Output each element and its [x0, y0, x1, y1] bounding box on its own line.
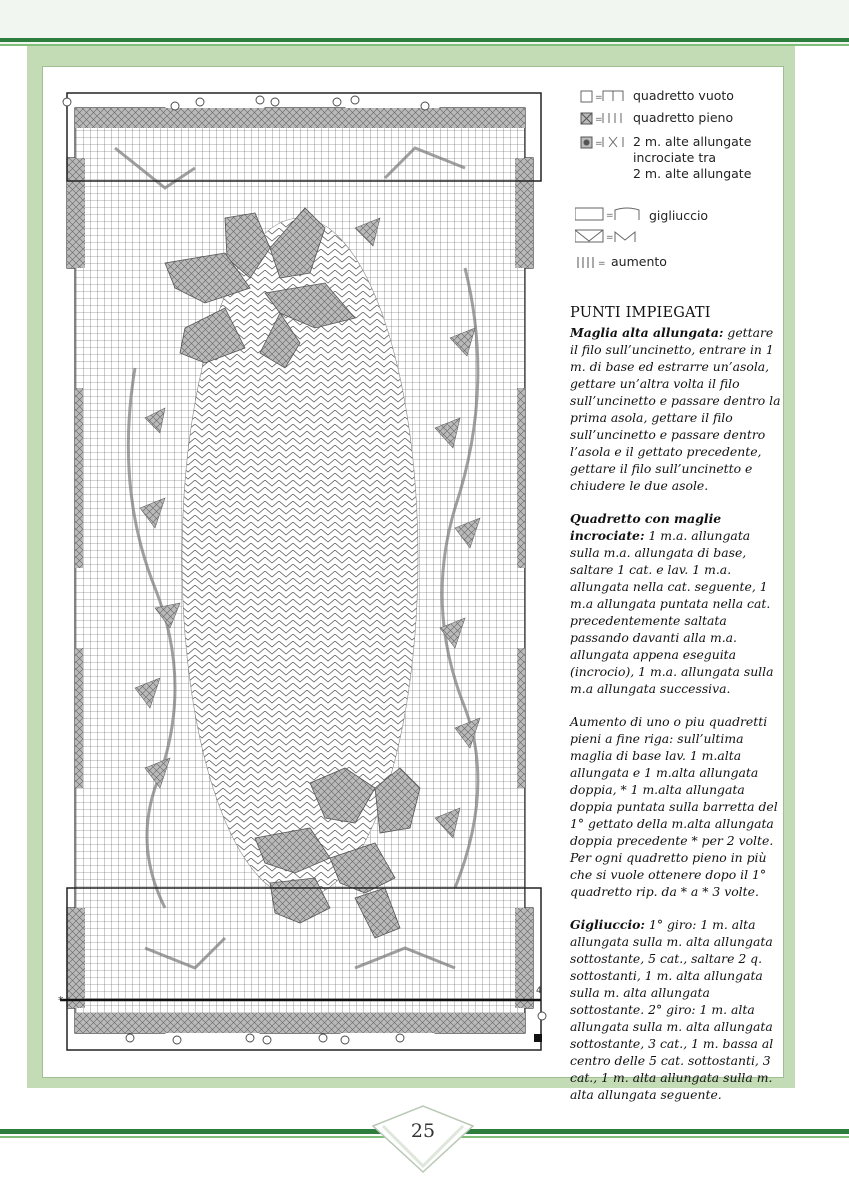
gigliuccio-v-symbol-icon	[575, 228, 655, 246]
paragraph-title: Quadretto con maglie incrociate:	[570, 511, 722, 543]
legend-label-increase: aumento	[611, 254, 667, 269]
paragraph-title: Maglia alta allungata:	[570, 325, 724, 340]
svg-text:=: =	[595, 93, 603, 103]
paragraph-body: 1° giro: 1 m. alta allungata sulla m. alta allungata sottostante, 5 cat., saltare 2 q. sottostanti, 1 m. alta allungata sulla m. alta allungata sottostante. 2° giro: 1 m. alta allungata sulla m. alta allungata sottostante, 3 cat., 1 m. bassa al centro delle 5 cat. sottostanti, 3 cat., 1 m. alta allungata sulla m. alta allungata seguente.	[570, 917, 774, 1102]
svg-text:=: =	[606, 211, 614, 221]
paragraph-quadretto	[570, 510, 782, 697]
svg-text:=: =	[598, 259, 606, 269]
paragraph-aumento	[570, 713, 782, 900]
legend-label-gigliuccio: gigliuccio	[649, 208, 709, 223]
legend-label-crossed-3: 2 m. alte allungate	[633, 166, 752, 181]
legend-label-empty: quadretto vuoto	[633, 88, 734, 103]
svg-text:=: =	[595, 139, 603, 149]
svg-text:=: =	[595, 115, 603, 125]
legend	[575, 86, 795, 276]
empty-square-symbol-icon	[575, 88, 630, 106]
paragraph-body: gettare il filo sull’uncinetto, entrare in 1 m. di base ed estrarre un’asola, gettare un’altra volta il filo sull’uncinetto e passare dentro la prima asola, gettare il filo sull’uncinetto e passare dentro l’asola e il gettato precedente, gettare il filo sull’uncinetto e chiudere le due asole.	[570, 325, 781, 493]
paragraph-body: Aumento di uno o piu quadretti pieni a fine riga: sull’ultima maglia di base lav. 1 m.alta allungata e 1 m.alta allungata doppia, * 1 m.alta allungata doppia puntata sulla barretta del 1° gettato della m.alta allungata doppia precedente * per 2 volte. Per ogni quadretto pieno in più che si vuole ottenere dopo il 1° quadretto rip. da * a * 3 volte.	[570, 714, 778, 899]
chart-right-number: 4	[536, 986, 542, 996]
increase-symbol-icon	[575, 254, 615, 272]
paragraph-body: 1 m.a. allungata sulla m.a. allungata di base, saltare 1 cat. e lav. 1 m.a. allungata nella cat. seguente, 1 m.a allungata puntata nella cat. precedentemente saltata passando davanti alla m.a. allungata appena eseguita (incrocio), 1 m.a. allungata sulla m.a allungata successiva.	[570, 528, 774, 696]
svg-text:=: =	[606, 233, 614, 243]
gigliuccio-symbol-icon	[575, 206, 655, 224]
instructions	[570, 305, 782, 1119]
top-rule	[0, 38, 849, 42]
svg-text:*: *	[58, 994, 64, 1007]
page-number-badge	[371, 1104, 475, 1174]
section-heading: PUNTI IMPIEGATI	[570, 305, 711, 321]
page-number: 25	[410, 1120, 436, 1142]
legend-label-full: quadretto pieno	[633, 110, 734, 125]
legend-label-crossed-2: incrociate tra	[633, 150, 717, 165]
paragraph-title: Gigliuccio:	[570, 917, 646, 932]
paragraph-maglia-alta	[570, 324, 782, 494]
paragraph-gigliuccio	[570, 916, 782, 1103]
crossed-stitch-symbol-icon	[575, 134, 630, 152]
filet-chart	[55, 88, 555, 1058]
full-square-symbol-icon	[575, 110, 630, 128]
legend-label-crossed-1: 2 m. alte allungate	[633, 134, 752, 149]
